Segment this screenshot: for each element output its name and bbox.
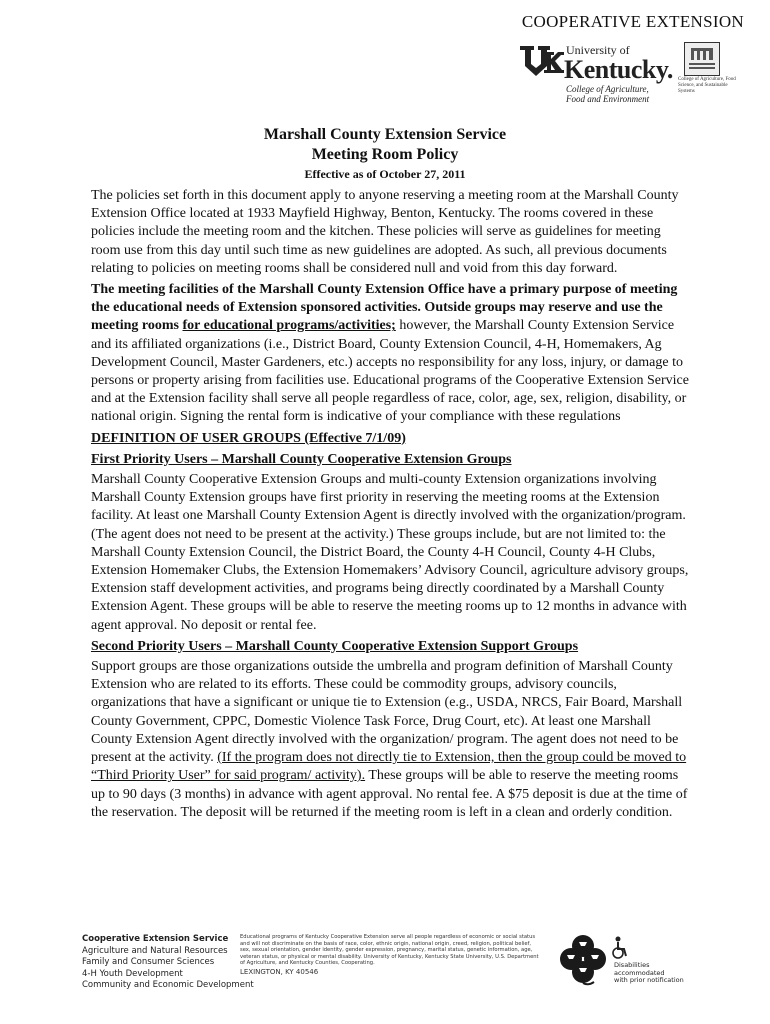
second-priority-body	[91, 658, 691, 822]
access-line1: Disabilities	[614, 961, 650, 969]
accessibility-icon	[610, 936, 630, 960]
purpose-rest: however, the Marshall County Extension Service and its affiliated organizations (i.e., District Board, County Extension Council, 4-H, Homemakers, Ag Development Council, Master Gardeners, etc.) accepts no responsibility for any loss, injury, or damage to persons or property arising from facilities use. Educational programs of the Cooperative Extension Service and at the Extension facility shall serve all people regardless of race, color, age, sex, religion, disability, or national origin. Signing the rental form is indicative of your compliance with these regulations	[91, 318, 689, 425]
second-rest-text: These groups will be able to reserve the meeting rooms up to 90 days (3 months) in advance with agent approval. No rental fee. A $75 deposit is due at the time of the reservation. The deposit will be returned if the meeting room is left in a clean and orderly condition.	[91, 768, 688, 820]
footer-line4: 4-H Youth Development	[82, 968, 183, 979]
footer-line1: Cooperative Extension Service	[82, 934, 229, 944]
purpose-bold-underline: for educational programs/activities;	[182, 318, 396, 334]
footer-statement: Educational programs of Kentucky Cooperative Extension serve all people regardless of economic or social status and will not discriminate on the basis of race, color, ethnic origin, national origin, creed, religion, political belief, sex, sexual orientation, gender identity, gender expression, pregnancy, marital status, genetic information, age, veteran status, or physical or mental disability. University of Kentucky, Kentucky State University, U.S. Department of Agriculture, and Kentucky Counties, Cooperating.	[240, 934, 539, 967]
purpose-paragraph	[91, 281, 691, 427]
uk-college-line1: College of Agriculture,	[566, 84, 649, 94]
footer-nondiscrimination	[240, 934, 540, 976]
uk-university-of: University of	[566, 43, 630, 57]
uk-kentucky-wordmark: Kentucky.	[564, 55, 673, 84]
first-priority-body: Marshall County Cooperative Extension Groups and multi-county Extension organizations involving Marshall County Extension groups have first priority in reserving the meeting rooms at the Extension facility. At least one Marshall County Extension Agent is directly involved with the organization/program. (The agent does not need to be present at the activity.) These groups include, but are not limited to: the Marshall County Extension Council, the District Board, the County 4-H Council, County 4-H Clubs, Extension Homemaker Clubs, the Extension Homemakers’ Advisory Council, agriculture advisory groups, Extension staff development activities, and programs being directly coordinated by a Marshall County Extension Agent. These groups will be able to reserve the meeting rooms up to 12 months in advance with agent approval. No deposit or rental fee.	[91, 472, 689, 633]
uk-college-line2: Food and Environment	[566, 94, 650, 104]
footer-city: LEXINGTON, KY 40546	[240, 967, 319, 976]
second-body-text: Support groups are those organizations outside the umbrella and program definition of Marshall County Extension who are related to its efforts. These could be commodity groups, advisory councils, organizations that have a significant or unique tie to Extension (e.g., USDA, NRCS, Fair Board, Marshall County Government, CPPC, Domestic Violence Task Force, Drug Court, etc). At least one Marshall County Extension Agent directly involved with the organization/ program. The agent does not need to be present at the activity.	[91, 659, 683, 766]
definition-heading: DEFINITION OF USER GROUPS (Effective 7/1/09)	[91, 430, 406, 446]
second-underline-text: (If the program does not directly tie to Extension, then the group could be moved to “Third Priority User” for said program/ activity).	[91, 750, 687, 784]
intro-paragraph: The policies set forth in this document apply to anyone reserving a meeting room at the Marshall County Extension Office located at 1933 Mayfield Highway, Benton, Kentucky. The rooms covered in these policies include the meeting room and the kitchen. These policies will serve as guidelines for meeting room use from this day until such time as new guidelines are adopted. As such, all previous documents relating to policies on meeting rooms shall be considered null and void from this day forward.	[91, 188, 679, 276]
ksu-seal-icon	[684, 42, 720, 76]
cooperative-extension-label: COOPERATIVE EXTENSION	[521, 12, 744, 31]
footer-line5: Community and Economic Development	[82, 980, 254, 990]
accessibility-note	[614, 962, 694, 985]
effective-date: Effective as of October 27, 2011	[304, 167, 466, 181]
header	[522, 12, 744, 32]
footer-programs	[82, 934, 254, 992]
purpose-bold: The meeting facilities of the Marshall County Extension Office have a primary purpose of meeting the educational needs of Extension sponsored activities. Outside groups may reserve and use the meeting rooms	[91, 282, 678, 334]
4h-clover-icon	[558, 932, 608, 988]
access-line2: accommodated	[614, 968, 665, 977]
title-block	[0, 125, 770, 183]
uk-college-name	[566, 84, 649, 104]
footer	[80, 932, 700, 1002]
second-priority-heading: Second Priority Users – Marshall County Cooperative Extension Support Groups	[91, 638, 579, 654]
logo-block	[520, 42, 750, 108]
uk-logo-icon	[520, 42, 564, 80]
document-title: Marshall County Extension Service	[263, 126, 507, 143]
ksu-caption: College of Agriculture, Food Science, and Sustainable Systems	[678, 77, 736, 94]
document-subtitle: Meeting Room Policy	[311, 146, 459, 163]
footer-line2: Agriculture and Natural Resources	[82, 945, 228, 956]
footer-line3: Family and Consumer Sciences	[82, 957, 215, 967]
document-body	[91, 187, 691, 825]
first-priority-heading: First Priority Users – Marshall County Cooperative Extension Groups	[91, 451, 512, 467]
access-line3: with prior notification	[614, 976, 684, 984]
